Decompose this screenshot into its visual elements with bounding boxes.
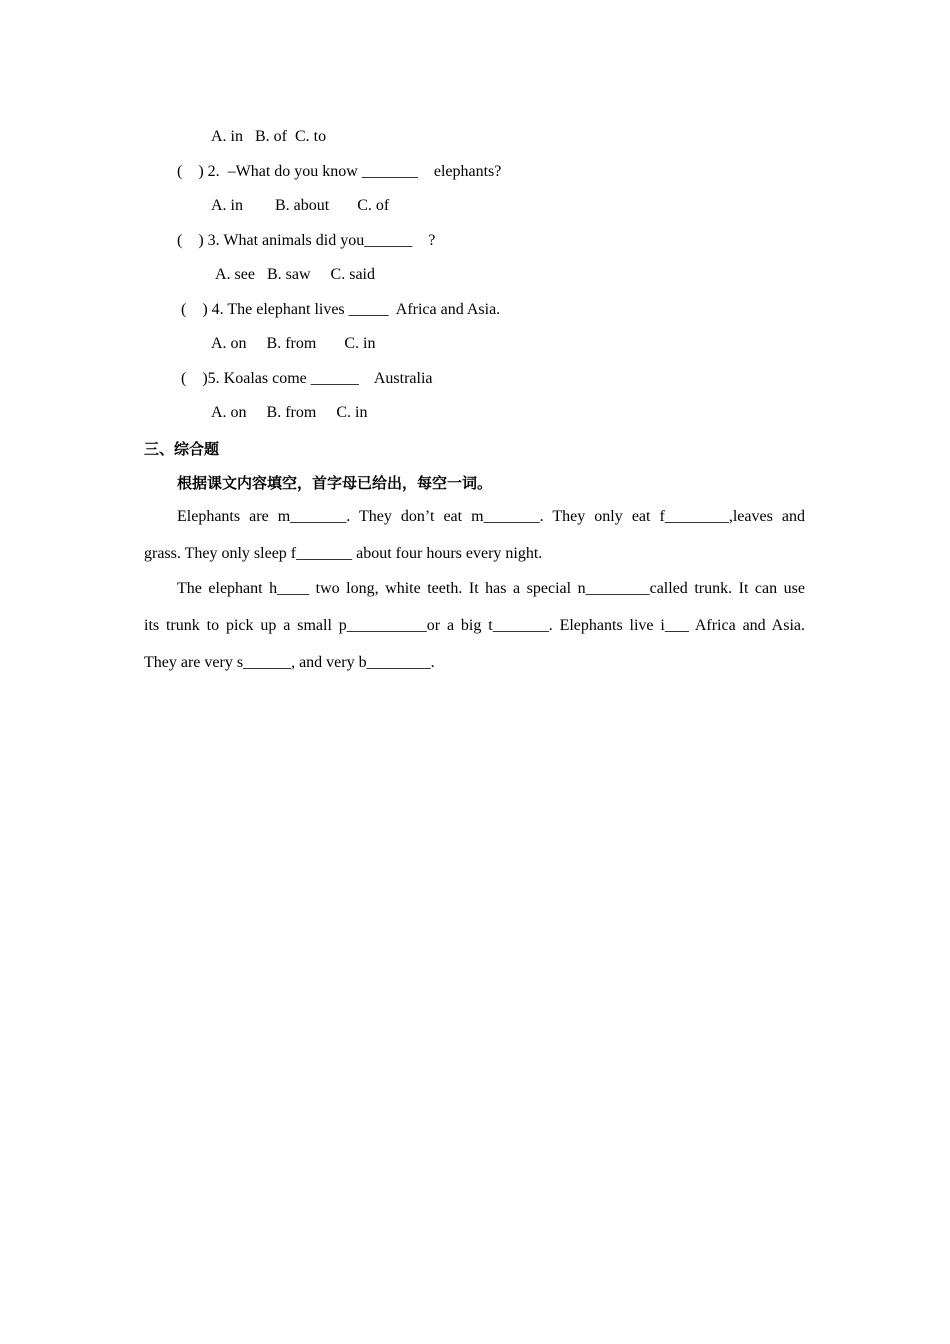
para2-line3: They are very s______, and very b________. bbox=[144, 654, 435, 671]
para1-line1: Elephants are m_______. They don’t eat m_______. They only eat f________,leaves and bbox=[177, 508, 805, 525]
q4-options: A. on B. from C. in bbox=[211, 335, 376, 352]
q1-options: A. in B. of C. to bbox=[211, 128, 327, 145]
q4-stem: ( ) 4. The elephant lives _____ Africa and Asia. bbox=[181, 301, 501, 318]
section3-title: 三、综合题 bbox=[144, 440, 220, 458]
q2-options: A. in B. about C. of bbox=[211, 197, 390, 214]
para2-line2: its trunk to pick up a small p__________or a big t_______. Elephants live i___ Africa and Asia. bbox=[144, 617, 805, 634]
q3-stem: ( ) 3. What animals did you______ ? bbox=[177, 232, 436, 249]
section3-instruction: 根据课文内容填空，首字母已给出，每空一词。 bbox=[177, 474, 493, 492]
q5-stem: ( )5. Koalas come ______ Australia bbox=[181, 370, 433, 387]
q5-options: A. on B. from C. in bbox=[211, 404, 368, 421]
para1-line2: grass. They only sleep f_______ about four hours every night. bbox=[144, 545, 543, 562]
q3-options: A. see B. saw C. said bbox=[215, 266, 375, 283]
para2-line1: The elephant h____ two long, white teeth. It has a special n________called trunk. It can use bbox=[177, 580, 805, 597]
q2-stem: ( ) 2. –What do you know _______ elephants? bbox=[177, 163, 502, 180]
